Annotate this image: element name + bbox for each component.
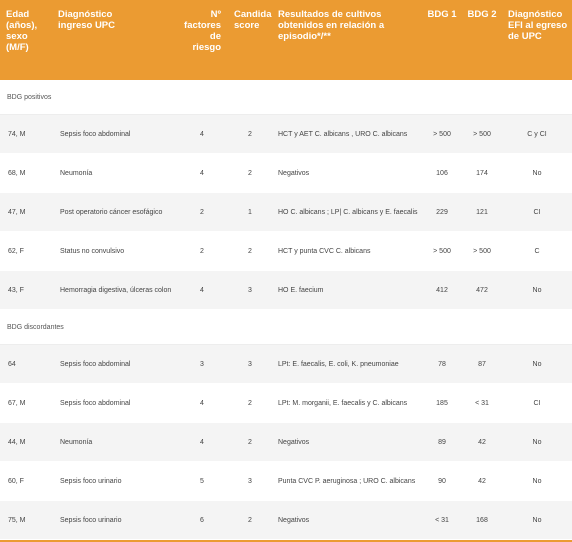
cell-candida-score: 2 [228,115,272,154]
table-row [0,384,572,423]
cell-risk-factors: 2 [176,193,228,232]
cell-culture: HO C. albicans ; LP| C. albicans y E. faecalis [272,193,422,232]
cell-diagnosis: Post operatorio cáncer esofágico [52,193,176,232]
cell-age-sex: 64 [0,345,52,384]
cell-candida-score: 1 [228,193,272,232]
cell-diagnosis: Sepsis foco abdominal [52,345,176,384]
header-culture-results: Resultados de cultivos obtenidos en relación a episodio*/** [278,9,385,42]
cell-risk-factors: 4 [176,271,228,310]
cell-efi: No [502,154,572,193]
table-header [0,0,572,80]
cell-efi: C y CI [502,115,572,154]
header-risk-factors: Nº factores de riesgo [184,9,221,53]
cell-risk-factors: 5 [176,462,228,501]
cell-culture: LPt: M. morganii, E. faecalis y C. albicans [272,384,422,423]
section-row [0,310,572,345]
header-efi-diagnosis: Diagnóstico EFI al egreso de UPC [508,9,568,42]
cell-bdg1: 229 [422,193,462,232]
cell-diagnosis: Sepsis foco abdominal [52,384,176,423]
table-row [0,423,572,462]
cell-diagnosis: Hemorragia digestiva, úlceras colon [52,271,176,310]
cell-candida-score: 2 [228,501,272,540]
cell-culture: HO E. faecium [272,271,422,310]
section-row [0,80,572,115]
cell-diagnosis: Status no convulsivo [52,232,176,271]
cell-risk-factors: 4 [176,423,228,462]
table-row [0,345,572,384]
table-row [0,193,572,232]
cell-bdg2: < 31 [462,384,502,423]
cell-culture: Negativos [272,423,422,462]
cell-bdg1: 90 [422,462,462,501]
cell-efi: No [502,462,572,501]
cell-candida-score: 3 [228,462,272,501]
cell-bdg2: 168 [462,501,502,540]
cell-culture: Punta CVC P. aeruginosa ; URO C. albicans [272,462,422,501]
cell-bdg2: 87 [462,345,502,384]
cell-bdg2: 121 [462,193,502,232]
cell-bdg2: > 500 [462,232,502,271]
cell-bdg1: 412 [422,271,462,310]
table-row [0,154,572,193]
cell-age-sex: 68, M [0,154,52,193]
header-diagnosis: Diagnóstico ingreso UPC [58,9,116,31]
cell-candida-score: 2 [228,232,272,271]
table-body [0,80,572,540]
cell-bdg1: 106 [422,154,462,193]
cell-bdg2: 174 [462,154,502,193]
header-age-sex: Edad (años), sexo (M/F) [6,9,38,53]
header-bdg1: BDG 1 [427,9,457,20]
cell-bdg1: 89 [422,423,462,462]
cell-risk-factors: 3 [176,345,228,384]
cell-bdg2: 42 [462,462,502,501]
cell-culture: LPt: E. faecalis, E. coli, K. pneumoniae [272,345,422,384]
cell-bdg1: > 500 [422,115,462,154]
cell-efi: C [502,232,572,271]
cell-candida-score: 3 [228,345,272,384]
cell-culture: Negativos [272,501,422,540]
cell-age-sex: 62, F [0,232,52,271]
cell-bdg2: > 500 [462,115,502,154]
cell-risk-factors: 4 [176,154,228,193]
cell-risk-factors: 2 [176,232,228,271]
cell-candida-score: 2 [228,384,272,423]
section-label: BDG discordantes [0,310,572,345]
cell-candida-score: 2 [228,154,272,193]
cell-age-sex: 44, M [0,423,52,462]
cell-risk-factors: 6 [176,501,228,540]
cell-candida-score: 3 [228,271,272,310]
cell-age-sex: 67, M [0,384,52,423]
header-bdg2: BDG 2 [467,9,497,20]
cell-bdg2: 472 [462,271,502,310]
cell-age-sex: 74, M [0,115,52,154]
cell-bdg1: < 31 [422,501,462,540]
cell-risk-factors: 4 [176,115,228,154]
cell-culture: HCT y punta CVC C. albicans [272,232,422,271]
cell-diagnosis: Sepsis foco urinario [52,462,176,501]
table-row [0,501,572,540]
table-row [0,462,572,501]
cell-bdg1: > 500 [422,232,462,271]
cell-efi: No [502,271,572,310]
cell-diagnosis: Sepsis foco urinario [52,501,176,540]
section-label: BDG positivos [0,80,572,115]
cell-diagnosis: Neumonía [52,154,176,193]
cell-age-sex: 60, F [0,462,52,501]
cell-risk-factors: 4 [176,384,228,423]
cell-bdg1: 78 [422,345,462,384]
header-row [0,0,572,80]
cell-bdg2: 42 [462,423,502,462]
cell-candida-score: 2 [228,423,272,462]
header-candida-score: Candida score [234,9,272,31]
cell-efi: No [502,345,572,384]
cell-diagnosis: Neumonía [52,423,176,462]
cell-age-sex: 47, M [0,193,52,232]
cell-efi: CI [502,193,572,232]
table-row [0,115,572,154]
cell-diagnosis: Sepsis foco abdominal [52,115,176,154]
cell-age-sex: 43, F [0,271,52,310]
cell-efi: No [502,501,572,540]
cell-efi: CI [502,384,572,423]
cell-culture: HCT y AET C. albicans , URO C. albicans [272,115,422,154]
table-row [0,271,572,310]
cell-bdg1: 185 [422,384,462,423]
cell-culture: Negativos [272,154,422,193]
table-row [0,232,572,271]
cell-age-sex: 75, M [0,501,52,540]
cell-efi: No [502,423,572,462]
